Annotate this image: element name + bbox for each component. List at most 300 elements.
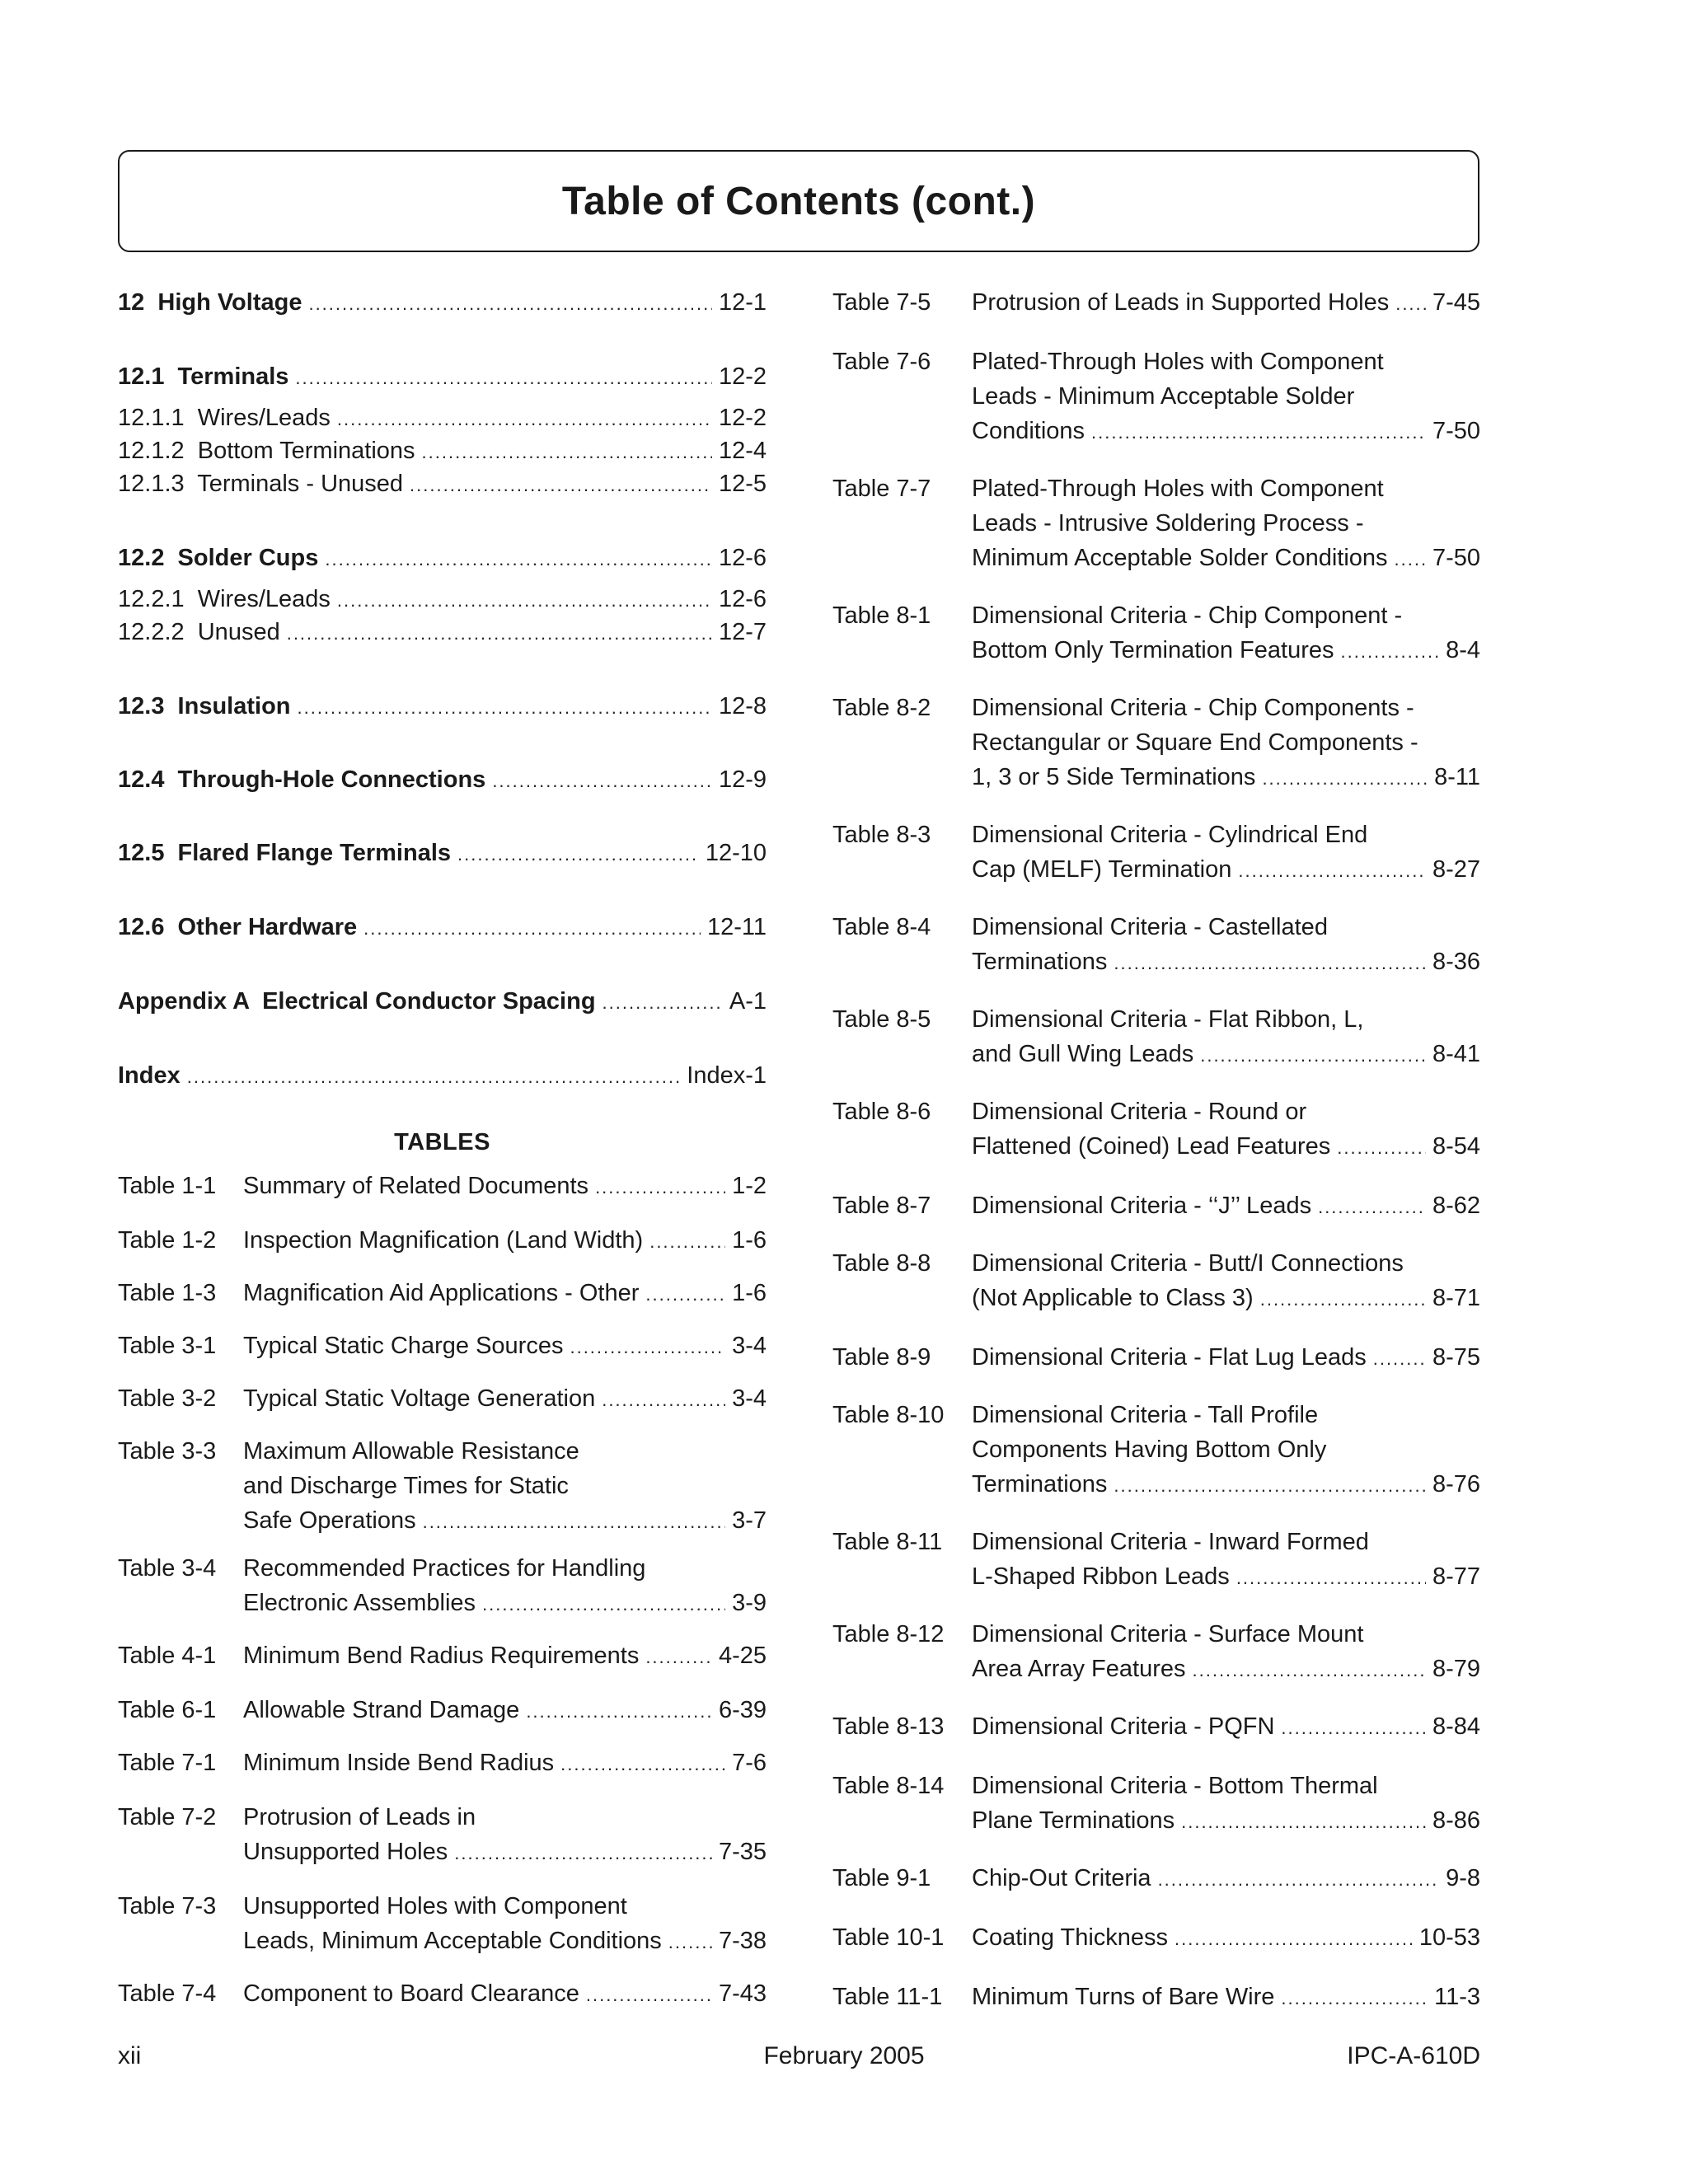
table-title-text: Terminations <box>972 949 1108 975</box>
table-list-entry[interactable] <box>118 1223 767 1258</box>
table-description <box>972 285 1480 321</box>
table-number: Table 8-13 <box>832 1713 945 1740</box>
dot-leader <box>1281 1711 1426 1746</box>
toc-entry-label: Index <box>118 1062 181 1089</box>
toc-entry-page: 12-2 <box>718 363 767 390</box>
table-page-number: 9-8 <box>1446 1865 1480 1891</box>
dot-leader <box>1158 1863 1440 1897</box>
toc-entry[interactable] <box>118 582 767 618</box>
dot-leader <box>325 542 712 577</box>
table-list-entry[interactable] <box>118 1169 767 1203</box>
table-title-line <box>972 852 1480 888</box>
table-description <box>972 471 1480 577</box>
table-title-text: Protrusion of Leads in <box>243 1804 476 1830</box>
table-title-text: Protrusion of Leads in Supported Holes <box>972 289 1390 316</box>
table-list-entry[interactable] <box>118 1434 767 1534</box>
table-title-text: Dimensional Criteria - PQFN <box>972 1713 1275 1740</box>
table-title-text: Bottom Only Termination Features <box>972 637 1334 663</box>
table-list-entry[interactable] <box>118 1329 767 1363</box>
table-title-text: Area Array Features <box>972 1656 1186 1682</box>
table-title-line <box>972 691 1480 725</box>
table-title-text: Summary of Related Documents <box>243 1173 589 1199</box>
table-page-number: 11-3 <box>1434 1984 1480 2010</box>
table-title-text: Unsupported Holes <box>243 1839 448 1865</box>
table-title-text: Dimensional Criteria - Cylindrical End <box>972 822 1368 848</box>
dot-leader <box>1238 854 1426 888</box>
table-list-entry[interactable] <box>832 1861 1480 1896</box>
dot-leader <box>363 912 701 946</box>
table-number: Table 8-11 <box>832 1529 943 1555</box>
toc-entry-label: 12.1 Terminals <box>118 363 289 390</box>
table-number: Table 7-7 <box>832 476 931 502</box>
dot-leader <box>410 468 712 503</box>
dot-leader <box>602 1383 725 1418</box>
dot-leader <box>645 1277 725 1312</box>
table-page-number: 8-27 <box>1432 856 1480 883</box>
toc-entry-page: 12-5 <box>718 471 767 497</box>
table-page-number: 7-45 <box>1432 289 1480 316</box>
table-page-number: 8-4 <box>1446 637 1480 663</box>
table-list-entry[interactable] <box>118 1381 767 1416</box>
table-description <box>243 1551 767 1622</box>
table-title-text: Plane Terminations <box>972 1807 1175 1834</box>
table-number: Table 8-3 <box>832 822 931 848</box>
toc-entry[interactable] <box>118 359 767 396</box>
table-description <box>972 691 1480 796</box>
toc-entry-label: 12.1.3 Terminals - Unused <box>118 471 404 497</box>
table-title-line <box>243 1976 767 2013</box>
table-title-text: Chip-Out Criteria <box>972 1865 1151 1891</box>
footer-page-number: xii <box>118 2042 142 2069</box>
table-title-line <box>972 1769 1480 1803</box>
toc-entry[interactable] <box>118 285 767 321</box>
table-list-entry[interactable] <box>118 1746 767 1780</box>
toc-entry[interactable] <box>118 615 767 651</box>
table-list-entry[interactable] <box>832 1920 1480 1955</box>
table-title-text: Terminations <box>972 1471 1108 1497</box>
dot-leader <box>337 402 712 437</box>
table-number: Table 8-12 <box>832 1621 945 1647</box>
table-number: Table 7-6 <box>832 349 931 375</box>
table-title-line <box>243 1586 767 1622</box>
table-title-line <box>972 1803 1480 1840</box>
table-page-number: 1-6 <box>732 1227 767 1254</box>
table-number: Table 7-4 <box>118 1980 217 2007</box>
table-number: Table 8-1 <box>832 602 931 629</box>
table-number: Table 8-8 <box>832 1250 931 1277</box>
table-description <box>972 1094 1480 1165</box>
table-title-line <box>972 1398 1480 1432</box>
table-page-number: 7-50 <box>1432 545 1480 571</box>
table-page-number: 8-79 <box>1432 1656 1480 1682</box>
table-description <box>972 1246 1480 1317</box>
table-page-number: 3-9 <box>732 1590 767 1616</box>
table-description <box>972 1709 1480 1746</box>
table-number: Table 1-3 <box>118 1280 217 1306</box>
table-list-entry[interactable] <box>832 818 1480 883</box>
table-title-line <box>243 1746 767 1782</box>
table-title-line <box>972 1094 1480 1129</box>
table-list-entry[interactable] <box>118 1889 767 1954</box>
toc-entry[interactable] <box>118 689 767 725</box>
toc-entry[interactable] <box>118 910 767 946</box>
table-number: Table 8-4 <box>832 914 931 940</box>
dot-leader <box>295 361 712 396</box>
table-title-line <box>972 1617 1480 1652</box>
table-page-number: 8-11 <box>1434 764 1480 790</box>
toc-entry-label: 12.2 Solder Cups <box>118 545 319 571</box>
table-list-entry[interactable] <box>832 285 1480 320</box>
table-description <box>972 1617 1480 1688</box>
dot-leader <box>337 583 712 618</box>
toc-entry-page: A-1 <box>729 988 767 1015</box>
dot-leader <box>668 1925 712 1960</box>
table-number: Table 3-1 <box>118 1333 217 1359</box>
table-page-number: 8-41 <box>1432 1041 1480 1067</box>
table-description <box>243 1746 767 1782</box>
table-title-line <box>972 818 1480 852</box>
toc-entry-label: 12.3 Insulation <box>118 693 291 719</box>
toc-entry[interactable] <box>118 1058 767 1094</box>
toc-entry[interactable] <box>118 541 767 577</box>
table-title-line <box>972 1559 1480 1596</box>
table-title-line <box>972 344 1480 379</box>
table-title-text: Safe Operations <box>243 1507 416 1534</box>
table-title-text: Electronic Assemblies <box>243 1590 476 1616</box>
table-page-number: 3-7 <box>732 1507 767 1534</box>
table-number: Table 1-1 <box>118 1173 217 1199</box>
table-title-text: Maximum Allowable Resistance <box>243 1438 579 1465</box>
table-title-text: Dimensional Criteria - Bottom Thermal <box>972 1773 1378 1799</box>
table-title-line <box>972 1432 1480 1467</box>
dot-leader <box>1175 1922 1413 1957</box>
table-title-text: Typical Static Voltage Generation <box>243 1385 596 1412</box>
table-number: Table 8-2 <box>832 695 931 721</box>
table-description <box>243 1223 767 1259</box>
dot-leader <box>1395 287 1426 321</box>
table-number: Table 7-1 <box>118 1750 217 1776</box>
dot-leader <box>1091 415 1426 450</box>
toc-entry-label: 12.1.2 Bottom Terminations <box>118 438 415 464</box>
table-title-line <box>972 1129 1480 1165</box>
table-title-line <box>972 725 1480 760</box>
table-title-line <box>243 1381 767 1418</box>
table-description <box>972 598 1480 669</box>
dot-leader <box>287 616 712 651</box>
dot-leader <box>454 1836 712 1871</box>
table-title-text: Dimensional Criteria - Flat Ribbon, L, <box>972 1006 1364 1033</box>
dot-leader <box>423 1505 726 1540</box>
table-list-entry[interactable] <box>832 1525 1480 1590</box>
table-title-text: Dimensional Criteria - Butt/I Connections <box>972 1250 1404 1277</box>
table-description <box>972 1980 1480 2016</box>
table-title-text: Typical Static Charge Sources <box>243 1333 564 1359</box>
table-title-line <box>972 285 1480 321</box>
table-page-number: 7-43 <box>718 1980 767 2007</box>
toc-entry[interactable] <box>118 762 767 799</box>
toc-entry[interactable] <box>118 401 767 437</box>
table-description <box>972 1340 1480 1376</box>
table-title-line <box>972 1340 1480 1376</box>
table-list-entry[interactable] <box>832 471 1480 571</box>
table-title-line <box>243 1889 767 1924</box>
table-title-text: Leads, Minimum Acceptable Conditions <box>243 1928 662 1954</box>
table-title-text: L-Shaped Ribbon Leads <box>972 1563 1230 1590</box>
table-description <box>243 1434 767 1540</box>
table-number: Table 6-1 <box>118 1697 217 1723</box>
table-list-entry[interactable] <box>832 598 1480 663</box>
table-number: Table 8-9 <box>832 1344 931 1371</box>
table-list-entry[interactable] <box>118 1551 767 1616</box>
dot-leader <box>570 1330 725 1365</box>
table-list-entry[interactable] <box>118 1976 767 2011</box>
table-title-text: Allowable Strand Damage <box>243 1697 520 1723</box>
table-title-line <box>243 1924 767 1960</box>
table-list-entry[interactable] <box>832 1617 1480 1682</box>
dot-leader <box>308 287 712 321</box>
table-title-text: 1, 3 or 5 Side Terminations <box>972 764 1256 790</box>
table-list-entry[interactable] <box>832 910 1480 975</box>
table-page-number: 8-75 <box>1432 1344 1480 1371</box>
table-title-line <box>243 1223 767 1259</box>
table-title-text: Component to Board Clearance <box>243 1980 579 2007</box>
dot-leader <box>1114 946 1426 981</box>
toc-entry-page: 12-6 <box>718 586 767 612</box>
table-page-number: 7-50 <box>1432 418 1480 444</box>
table-number: Table 7-5 <box>832 289 931 316</box>
table-title-line <box>243 1329 767 1365</box>
toc-entry-label: 12.4 Through-Hole Connections <box>118 766 486 793</box>
table-title-text: and Discharge Times for Static <box>243 1473 569 1499</box>
dot-leader <box>1181 1805 1426 1840</box>
table-page-number: 1-6 <box>732 1280 767 1306</box>
table-description <box>972 1920 1480 1957</box>
table-page-number: 7-38 <box>718 1928 767 1954</box>
dot-leader <box>1337 1131 1426 1165</box>
toc-entry-page: 12-1 <box>718 289 767 316</box>
tables-heading: TABLES <box>394 1129 490 1155</box>
table-description <box>243 1889 767 1960</box>
table-title-line <box>972 633 1480 669</box>
toc-entry[interactable] <box>118 984 767 1020</box>
table-title-line <box>972 760 1480 796</box>
table-title-text: Leads - Minimum Acceptable Solder <box>972 383 1355 410</box>
table-title-line <box>243 1638 767 1675</box>
dot-leader <box>298 691 712 725</box>
table-number: Table 8-5 <box>832 1006 931 1033</box>
table-title-text: Inspection Magnification (Land Width) <box>243 1227 644 1254</box>
table-list-entry[interactable] <box>832 691 1480 790</box>
table-title-line <box>243 1503 767 1540</box>
table-title-line <box>972 1188 1480 1225</box>
table-page-number: 8-84 <box>1432 1713 1480 1740</box>
table-number: Table 8-10 <box>832 1402 945 1428</box>
table-title-text: Unsupported Holes with Component <box>243 1893 627 1919</box>
table-page-number: 8-54 <box>1432 1133 1480 1160</box>
table-title-text: and Gull Wing Leads <box>972 1041 1194 1067</box>
toc-entry-label: 12.1.1 Wires/Leads <box>118 405 331 431</box>
table-title-text: Conditions <box>972 418 1085 444</box>
toc-entry-label: 12 High Voltage <box>118 289 302 316</box>
table-title-line <box>243 1434 767 1469</box>
dot-leader <box>1395 542 1426 577</box>
table-title-line <box>243 1169 767 1205</box>
dot-leader <box>1193 1653 1426 1688</box>
dot-leader <box>457 837 699 872</box>
table-title-text: Dimensional Criteria - Inward Formed <box>972 1529 1369 1555</box>
table-title-line <box>972 944 1480 981</box>
table-number: Table 3-4 <box>118 1555 217 1582</box>
dot-leader <box>422 435 712 470</box>
toc-entry-page: 12-8 <box>718 693 767 719</box>
table-page-number: 10-53 <box>1418 1924 1480 1951</box>
table-description <box>972 818 1480 888</box>
table-title-text: Rectangular or Square End Components - <box>972 729 1418 756</box>
toc-entry-page: 12-9 <box>718 766 767 793</box>
table-title-line <box>243 1469 767 1503</box>
table-title-line <box>972 379 1480 414</box>
table-description <box>972 1861 1480 1897</box>
table-page-number: 8-76 <box>1432 1471 1480 1497</box>
toc-entry-page: Index-1 <box>687 1062 767 1089</box>
table-title-text: Minimum Turns of Bare Wire <box>972 1984 1275 2010</box>
table-title-line <box>972 471 1480 506</box>
table-page-number: 8-36 <box>1432 949 1480 975</box>
table-list-entry[interactable] <box>832 1188 1480 1223</box>
table-list-entry[interactable] <box>118 1800 767 1865</box>
table-title-text: Dimensional Criteria - Tall Profile <box>972 1402 1319 1428</box>
table-title-line <box>972 910 1480 944</box>
table-title-text: Dimensional Criteria - Chip Components - <box>972 695 1414 721</box>
table-title-line <box>972 1861 1480 1897</box>
table-page-number: 4-25 <box>718 1643 767 1669</box>
table-list-entry[interactable] <box>118 1276 767 1310</box>
table-number: Table 3-3 <box>118 1438 217 1465</box>
table-list-entry[interactable] <box>832 344 1480 444</box>
table-list-entry[interactable] <box>832 1246 1480 1311</box>
page-title: Table of Contents (cont.) <box>561 179 1036 223</box>
table-list-entry[interactable] <box>118 1638 767 1673</box>
table-title-line <box>243 1276 767 1312</box>
table-list-entry[interactable] <box>832 1094 1480 1160</box>
table-title-text: Plated-Through Holes with Component <box>972 476 1384 502</box>
table-page-number: 7-6 <box>732 1750 767 1776</box>
table-description <box>972 1525 1480 1596</box>
table-title-line <box>972 1281 1480 1317</box>
table-title-line <box>243 1693 767 1729</box>
dot-leader <box>1281 1981 1428 2016</box>
table-title-text: (Not Applicable to Class 3) <box>972 1285 1254 1311</box>
title-box <box>118 150 1479 252</box>
dot-leader <box>1114 1469 1426 1503</box>
toc-entry-label: 12.2.1 Wires/Leads <box>118 586 331 612</box>
table-number: Table 11-1 <box>832 1984 943 2010</box>
table-description <box>243 1169 767 1205</box>
toc-entry[interactable] <box>118 836 767 872</box>
table-title-text: Minimum Bend Radius Requirements <box>243 1643 640 1669</box>
table-page-number: 7-35 <box>718 1839 767 1865</box>
dot-leader <box>1373 1342 1426 1376</box>
table-title-line <box>243 1800 767 1835</box>
footer-date: February 2005 <box>763 2042 925 2069</box>
table-description <box>243 1800 767 1871</box>
dot-leader <box>649 1225 725 1259</box>
dot-leader <box>586 1978 712 2013</box>
table-title-line <box>972 598 1480 633</box>
toc-entry-page: 12-4 <box>718 438 767 464</box>
table-description <box>972 344 1480 450</box>
table-number: Table 10-1 <box>832 1924 945 1951</box>
table-title-line <box>243 1835 767 1871</box>
table-title-text: Flattened (Coined) Lead Features <box>972 1133 1331 1160</box>
table-title-line <box>972 1652 1480 1688</box>
table-description <box>243 1381 767 1418</box>
table-title-text: Components Having Bottom Only <box>972 1436 1327 1463</box>
table-title-line <box>972 1525 1480 1559</box>
dot-leader <box>603 986 723 1020</box>
table-list-entry[interactable] <box>832 1340 1480 1375</box>
table-number: Table 7-3 <box>118 1893 217 1919</box>
table-title-line <box>972 1980 1480 2016</box>
table-list-entry[interactable] <box>832 1769 1480 1834</box>
toc-entry-page: 12-2 <box>718 405 767 431</box>
dot-leader <box>482 1587 725 1622</box>
table-number: Table 8-6 <box>832 1099 931 1125</box>
table-title-line <box>972 1002 1480 1037</box>
table-list-entry[interactable] <box>832 1398 1480 1497</box>
table-description <box>972 1188 1480 1225</box>
table-title-text: Leads - Intrusive Soldering Process - <box>972 510 1364 537</box>
toc-entry-label: 12.6 Other Hardware <box>118 914 358 940</box>
table-list-entry[interactable] <box>832 1002 1480 1067</box>
table-title-text: Plated-Through Holes with Component <box>972 349 1384 375</box>
toc-entry-label: 12.2.2 Unused <box>118 619 280 645</box>
table-page-number: 3-4 <box>732 1385 767 1412</box>
table-page-number: 8-86 <box>1432 1807 1480 1834</box>
table-list-entry[interactable] <box>118 1693 767 1727</box>
table-title-text: Dimensional Criteria - ‘‘J’’ Leads <box>972 1193 1312 1219</box>
toc-entry[interactable] <box>118 434 767 470</box>
toc-entry-label: 12.5 Flared Flange Terminals <box>118 840 452 866</box>
dot-leader <box>1262 762 1428 796</box>
dot-leader <box>187 1060 681 1094</box>
table-title-line <box>972 1037 1480 1073</box>
table-page-number: 6-39 <box>718 1697 767 1723</box>
table-title-text: Dimensional Criteria - Round or <box>972 1099 1307 1125</box>
table-description <box>243 1693 767 1729</box>
toc-entry-page: 12-6 <box>718 545 767 571</box>
table-title-text: Minimum Acceptable Solder Conditions <box>972 545 1388 571</box>
table-list-entry[interactable] <box>832 1980 1480 2014</box>
table-title-text: Dimensional Criteria - Flat Lug Leads <box>972 1344 1367 1371</box>
table-number: Table 7-2 <box>118 1804 217 1830</box>
toc-entry[interactable] <box>118 466 767 503</box>
toc-entry-page: 12-7 <box>718 619 767 645</box>
table-title-text: Dimensional Criteria - Castellated <box>972 914 1328 940</box>
table-title-text: Dimensional Criteria - Surface Mount <box>972 1621 1364 1647</box>
table-page-number: 8-62 <box>1432 1193 1480 1219</box>
dot-leader <box>1200 1038 1426 1073</box>
table-description <box>972 1002 1480 1073</box>
table-page-number: 1-2 <box>732 1173 767 1199</box>
table-description <box>972 910 1480 981</box>
dot-leader <box>560 1747 725 1782</box>
toc-entry-page: 12-11 <box>706 914 767 940</box>
table-title-line <box>972 1709 1480 1746</box>
footer-doc-id: IPC-A-610D <box>1347 2042 1480 2069</box>
table-list-entry[interactable] <box>832 1709 1480 1744</box>
toc-entry-label: Appendix A Electrical Conductor Spacing <box>118 988 596 1015</box>
